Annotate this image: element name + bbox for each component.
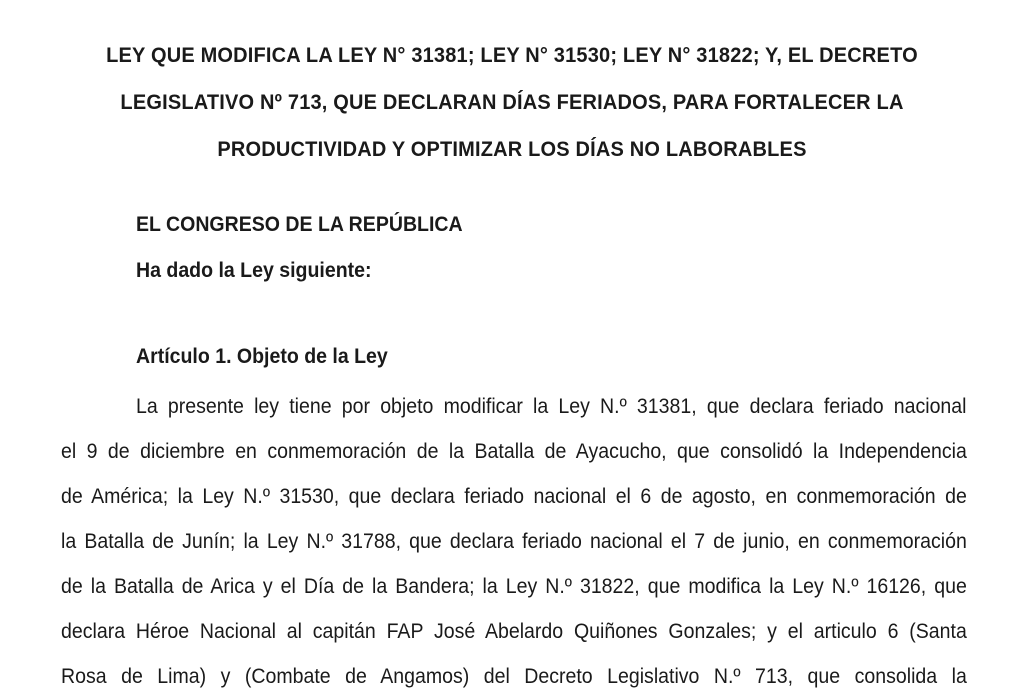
article-text-line: de América; la Ley N.º 31530, que declara feriado nacional el 6 de agosto, en conmemoración de [61,485,967,508]
enactment-clause: Ha dado la Ley siguiente: [136,259,372,282]
law-title-line: LEY QUE MODIFICA LA LEY N° 31381; LEY N° 31530; LEY N° 31822; Y, EL DECRETO [106,43,918,67]
law-title-line: LEGISLATIVO Nº 713, QUE DECLARAN DÍAS FERIADOS, PARA FORTALECER LA [120,90,904,114]
law-title-line: PRODUCTIVIDAD Y OPTIMIZAR LOS DÍAS NO LABORABLES [217,137,807,161]
article-1-heading: Artículo 1. Objeto de la Ley [136,345,388,368]
article-text-line: de la Batalla de Arica y el Día de la Bandera; la Ley N.º 31822, que modifica la Ley N.º 16126, que [61,575,967,598]
issuer-heading: EL CONGRESO DE LA REPÚBLICA [136,213,463,236]
article-text-line: La presente ley tiene por objeto modificar la Ley N.º 31381, que declara feriado nacional [136,395,967,418]
article-text-line: la Batalla de Junín; la Ley N.º 31788, que declara feriado nacional el 7 de junio, en conmemoración [61,530,967,553]
article-text-line: el 9 de diciembre en conmemoración de la Batalla de Ayacucho, que consolidó la Independencia [61,440,967,463]
article-text-line: declara Héroe Nacional al capitán FAP José Abelardo Quiñones Gonzales; y el articulo 6 (Santa [61,620,967,643]
article-text-line: Rosa de Lima) y (Combate de Angamos) del Decreto Legislativo N.º 713, que consolida la [61,665,967,688]
law-title [92,32,933,173]
